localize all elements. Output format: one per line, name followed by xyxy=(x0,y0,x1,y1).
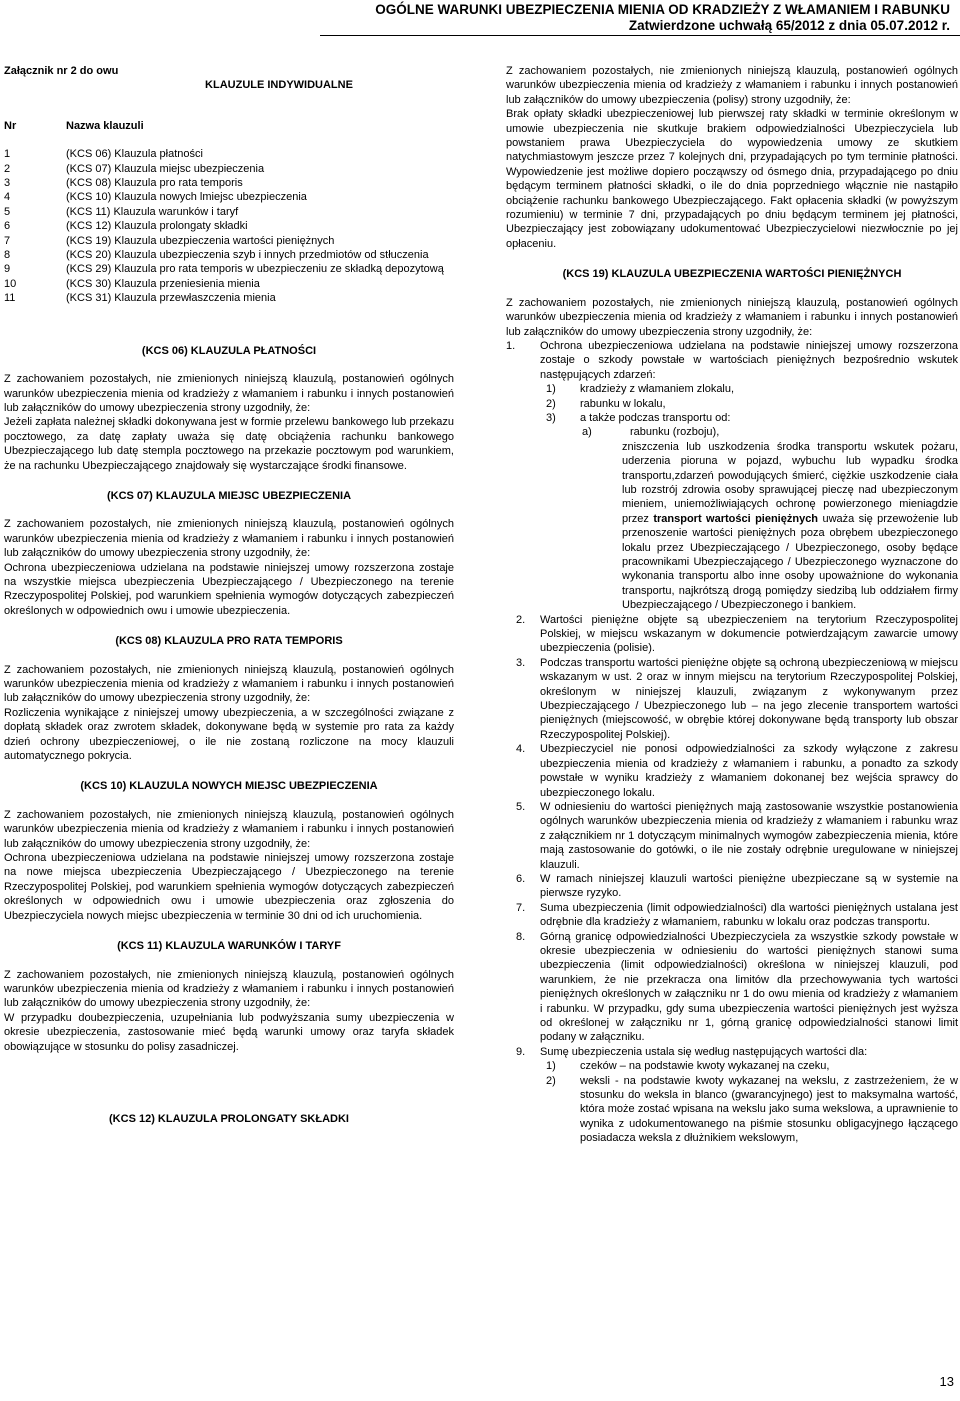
clause-intro: Z zachowaniem pozostałych, nie zmienionych niniejszą klauzulą, postanowień ogólnych warunków ubezpieczenia mienia od kradzieży z włamaniem i rabunku i innych postanowień lub załączników do umowy ubezpieczenia strony uzgodniły, że: xyxy=(4,968,454,1010)
table-row: 7 (KCS 19) Klauzula ubezpieczenia wartości pieniężnych xyxy=(4,234,335,247)
clause-title-kcs08: (KCS 08) KLAUZULA PRO RATA TEMPORIS xyxy=(115,635,343,648)
section-title: KLAUZULE INDYWIDUALNE xyxy=(205,79,353,92)
clause-body-kcs11: W przypadku doubezpieczenia, uzupełniania lub podwyższania sumy ubezpieczenia w okresie ubezpieczenia, zastosowanie mieć będą warunki umowy oraz taryfa składek obowiązujące w stosunku do polisy zasadniczej. xyxy=(4,1011,454,1053)
clause-title-kcs12: (KCS 12) KLAUZULA PROLONGATY SKŁADKI xyxy=(109,1112,349,1125)
table-row: 3 (KCS 08) Klauzula pro rata temporis xyxy=(4,177,243,190)
table-row: 8 (KCS 20) Klauzula ubezpieczenia szyb i innych przedmiotów od stłuczenia xyxy=(4,249,429,262)
table-row: 2 (KCS 07) Klauzula miejsc ubezpieczenia xyxy=(4,162,265,175)
list-item: 1. Ochrona ubezpieczeniowa udzielana na podstawie niniejszej umowy rozszerzona zostaje o szkody powstałe w wartościach pieniężnych bezpośrednio wskutek następujących zdarzeń: xyxy=(506,339,958,381)
list-item: 4. Ubezpieczyciel nie ponosi odpowiedzialności za szkody wyłączone z zakresu ubezpieczenia mienia od kradzieży z włamaniem i rabunku, a ponadto za szkody powstałe w wyniku kradzieży z włamaniem dokonanej bez wejścia sprawcy do ubezpieczonego lokalu. xyxy=(516,743,958,799)
clause-intro: Z zachowaniem pozostałych, nie zmienionych niniejszą klauzulą, postanowień ogólnych warunków ubezpieczenia mienia od kradzieży z włamaniem i rabunku i innych postanowień lub załączników do umowy ubezpieczenia strony uzgodniły, że: xyxy=(4,373,454,414)
list-item: 6. W ramach niniejszej klauzuli wartości pieniężne ubezpieczane są w systemie na pierwsze ryzyko. xyxy=(516,872,958,900)
transport-definition: zniszczenia lub uszkodzenia środka transportu wskutek pożaru, uderzenia pioruna w pojazd, wybuchu lub wypadku środka transportu,zdarzeń powodujących śmierć, ciężkie uszkodzenie ciała lub rozstrój zdrowia osoby sprawującej pieczę nad ubezpieczonym mieniem, uniemożliwiających ochronę powierzonego mieniagdzie przez transport wartości pieniężnych uważa się przewożenie lub przenoszenie wartości pieniężnych poza obrębem ubezpieczonego lokalu przez Ubezpieczającego / Ubezpieczonego, osoby będące pracownikami Ubezpieczającego / Ubezpieczonego wyznaczone do wykonania transportu albo inne osoby upoważnione do wykonania transportu, najkrótszą drogą pomiędzy siedzibą lub oddziałem firmy Ubezpieczającego / Ubezpieczonego i bankiem. xyxy=(622,440,958,612)
list-item: 7. Suma ubezpieczenia (limit odpowiedzialności) dla wartości pieniężnych ustalana jest odrębnie dla kradzieży z włamaniem, rabunku w lokalu oraz podczas transportu. xyxy=(516,901,958,929)
list-item: 3. Podczas transportu wartości pieniężne objęte są ochroną ubezpieczeniową w miejscu wskazanym w ust. 2 oraz w innym miejscu na terytorium Rzeczypospolitej Polskiej, określonym w niniejszej klauzuli, związanym z wykonywanym przez Ubezpieczającego / Ubezpieczonego lub – na jego zlecenie transportem wartości pieniężnych (miejscowość, w obrębie której dokonywane będą transporty lub obszar Rzeczypospolitej Polskiej). xyxy=(516,656,958,741)
header-divider xyxy=(320,35,960,36)
list-item: 3) a także podczas transportu od: xyxy=(546,411,731,424)
list-item: 2) rabunku w lokalu, xyxy=(546,397,666,410)
list-item: 1) kradzieży z włamaniem zlokalu, xyxy=(546,383,735,396)
clause-title-kcs10: (KCS 10) KLAUZULA NOWYCH MIEJSC UBEZPIECZENIA xyxy=(80,780,378,793)
clause-intro: Z zachowaniem pozostałych, nie zmienionych niniejszą klauzulą, postanowień ogólnych warunków ubezpieczenia mienia od kradzieży z włamaniem i rabunku i innych postanowień lub załączników do umowy ubezpieczenia strony uzgodniły, że: xyxy=(4,808,454,850)
clause-intro: Z zachowaniem pozostałych, nie zmienionych niniejszą klauzulą, postanowień ogólnych warunków ubezpieczenia mienia od kradzieży z włamaniem i rabunku i innych postanowień lub załączników do umowy ubezpieczenia strony uzgodniły, że: xyxy=(506,296,958,338)
clause-body-kcs07: Ochrona ubezpieczeniowa udzielana na podstawie niniejszej umowy rozszerzona zostaje na wszystkie miejsca ubezpieczenia Ubezpieczającego / Ubezpieczonego na terenie Rzeczypospolitej Polskiej, pod warunkiem spełnienia wymogów dotyczących zabezpieczeń określonych w odpowiednich owu i umowie ubezpieczenia. xyxy=(4,561,454,617)
left-column xyxy=(4,64,454,1126)
table-header-row xyxy=(4,119,454,147)
column-header-name: Nazwa klauzuli xyxy=(66,119,144,132)
list-item: 5. W odniesieniu do wartości pieniężnych mają zastosowanie wszystkie postanowienia ogólnych warunków ubezpieczenia mienia od kradzieży z włamaniem i rabunku wraz z załącznikiem nr 1 dotyczącym minimalnych wymogów zabezpieczenia mienia, które mają zastosowanie do gotówki, o ile nie zostały odrębnie uregulowane w niniejszej klauzuli. xyxy=(516,800,958,871)
table-row: 1 (KCS 06) Klauzula płatności xyxy=(4,148,203,161)
clause-title-kcs11: (KCS 11) KLAUZULA WARUNKÓW I TARYF xyxy=(117,940,341,953)
list-item: 9. Sumę ubezpieczenia ustala się według następujących wartości dla: xyxy=(516,1045,868,1058)
page-number: 13 xyxy=(939,1374,954,1389)
clause-intro: Z zachowaniem pozostałych, nie zmienionych niniejszą klauzulą, postanowień ogólnych warunków ubezpieczenia mienia od kradzieży z włamaniem i rabunku i innych postanowień lub załączników do umowy ubezpieczenia strony uzgodniły, że: xyxy=(4,518,454,560)
list-item: 1) czeków – na podstawie kwoty wykazanej na czeku, xyxy=(546,1060,830,1073)
clause-index-table xyxy=(4,119,454,306)
list-item: a) rabunku (rozboju), xyxy=(582,426,720,439)
clause-body-kcs08: Rozliczenia wynikające z niniejszej umowy ubezpieczenia, a w szczególności związane z dopłatą składek oraz zwrotem składek, dokonywane będą w systemie pro rata za każdy dzień ochrony ubezpieczeniowej, o ile nie zostaną rozliczone na mocy klauzuli automatycznego pokrycia. xyxy=(4,706,454,763)
clause-title-kcs07: (KCS 07) KLAUZULA MIEJSC UBEZPIECZENIA xyxy=(106,489,352,502)
right-column xyxy=(506,64,958,1146)
list-item: 2) weksli - na podstawie kwoty wykazanej na wekslu, z zastrzeżeniem, że w stosunku do weksla in blanco (gwarancyjnego) jest to maksymalna wartość, która może zostać wpisana na wekslu jako suma wekslowa, a uprawnienie to wynika z udokumentowanego na piśmie stosunku obligacyjnego łączącego posiadacza weksla z dłużnikiem wekslowym, xyxy=(546,1074,958,1145)
table-row: 11 (KCS 31) Klauzula przewłaszczenia mienia xyxy=(4,292,276,305)
list-item: 8. Górną granicę odpowiedzialności Ubezpieczyciela za wszystkie szkody powstałe w okresie ubezpieczenia w odniesieniu do wartości pieniężnych stanowi suma ubezpieczenia (limit odpowiedzialności) określona w niniejszej klauzuli, pod warunkiem, że nie przekracza ona limitów dla przechowywania tych wartości pieniężnych określonych w załączniku nr 1 do owu mienia od kradzieży z włamaniem i rabunku. W przypadku, gdy suma ubezpieczenia wartości pieniężnych jest wyższa od określonej w załączniku nr 1, górną granicę odpowiedzialności stanowi limit podany w załączniku. xyxy=(516,930,958,1044)
table-row: 4 (KCS 10) Klauzula nowych lmiejsc ubezpieczenia xyxy=(4,191,307,204)
clause-intro: Z zachowaniem pozostałych, nie zmienionych niniejszą klauzulą, postanowień ogólnych warunków ubezpieczenia mienia od kradzieży z włamaniem i rabunku i innych postanowień lub załączników do umowy ubezpieczenia strony uzgodniły, że: xyxy=(4,663,454,705)
clause-body-kcs06: Jeżeli zapłata należnej składki dokonywana jest w formie przelewu bankowego lub przekazu pocztowego, za datę zapłaty uważa się datę obciążenia rachunku bankowego Ubezpieczającego lub datę stempla pocztowego na przekazie pocztowym pod warunkiem, że na rachunku Ubezpieczającego znajdowały się wystarczające środki finansowe. xyxy=(4,416,454,472)
attachment-label: Załącznik nr 2 do owu xyxy=(4,65,119,77)
table-row: 9 (KCS 29) Klauzula pro rata temporis w ubezpieczeniu ze składką depozytową xyxy=(4,263,444,276)
column-header-nr: Nr xyxy=(4,119,17,132)
clause-body-kcs12: Brak opłaty składki ubezpieczeniowej lub pierwszej raty składki w terminie określonym w umowie ubezpieczenia nie skutkuje brakiem odpowiedzialności Ubezpieczyciela lub powstaniem prawa Ubezpieczyciela do wypowiedzenia umowy ze skutkiem natychmiastowym jeszcze przez 7 kolejnych dni, przypadających po tym terminie płatności. Wypowiedzenie jest możliwe dopiero począwszy od ósmego dnia, przypadającego po dniu będącym terminem płatności składki, o ile do dnia poprzedniego włącznie nie nastąpiło obciążenie rachunku bankowego Ubezpieczającego. Fakt opłacenia składki (w powyższym rozumieniu) w terminie 7 dni, przypadających po dniu będącym terminem jej płatności, Ubezpieczający jest zobowiązany udokumentować Ubezpieczycielowi niezwłocznie po jej opłaceniu. xyxy=(506,108,958,250)
clause-body-kcs10: Ochrona ubezpieczeniowa udzielana na podstawie niniejszej umowy rozszerzona zostaje na nowe miejsca ubezpieczenia Ubezpieczającego / Ubezpieczonego na terenie Rzeczypospolitej Polskiej, pod warunkiem spełnienia wymogów dotyczących zabezpieczeń określonych w odpowiednich owu i umowie ubezpieczenia oraz zgłoszenia do Ubezpieczyciela nowych miejsc ubezpieczenia w terminie 30 dni od ich uruchomienia. xyxy=(4,852,454,922)
table-row: 10 (KCS 30) Klauzula przeniesienia mienia xyxy=(4,277,260,290)
document-header-approval: Zatwierdzone uchwałą 65/2012 z dnia 05.07.2012 r. xyxy=(628,18,950,33)
table-row: 5 (KCS 11) Klauzula warunków i taryf xyxy=(4,205,239,218)
clause-title-kcs19: (KCS 19) KLAUZULA UBEZPIECZENIA WARTOŚCI PIENIĘŻNYCH xyxy=(562,268,902,281)
clause-list-kcs19 xyxy=(506,339,958,1146)
document-header-title: OGÓLNE WARUNKI UBEZPIECZENIA MIENIA OD KRADZIEŻY Z WŁAMANIEM I RABUNKU xyxy=(375,2,950,17)
list-item: 2. Wartości pieniężne objęte są ubezpieczeniem na terytorium Rzeczypospolitej Polskiej, w miejscu wskazanym w dokumencie potwierdzającym zawarcie umowy ubezpieczenia (polisie). xyxy=(516,613,958,655)
clause-title-kcs06: (KCS 06) KLAUZULA PŁATNOŚCI xyxy=(141,344,317,357)
clause-intro-kcs12: Z zachowaniem pozostałych, nie zmienionych niniejszą klauzulą, postanowień ogólnych warunków ubezpieczenia mienia od kradzieży z włamaniem i rabunku i innych postanowień lub załączników do umowy ubezpieczenia (polisy) strony uzgodniły, że: xyxy=(506,65,958,106)
table-row: 6 (KCS 12) Klauzula prolongaty składki xyxy=(4,220,248,233)
